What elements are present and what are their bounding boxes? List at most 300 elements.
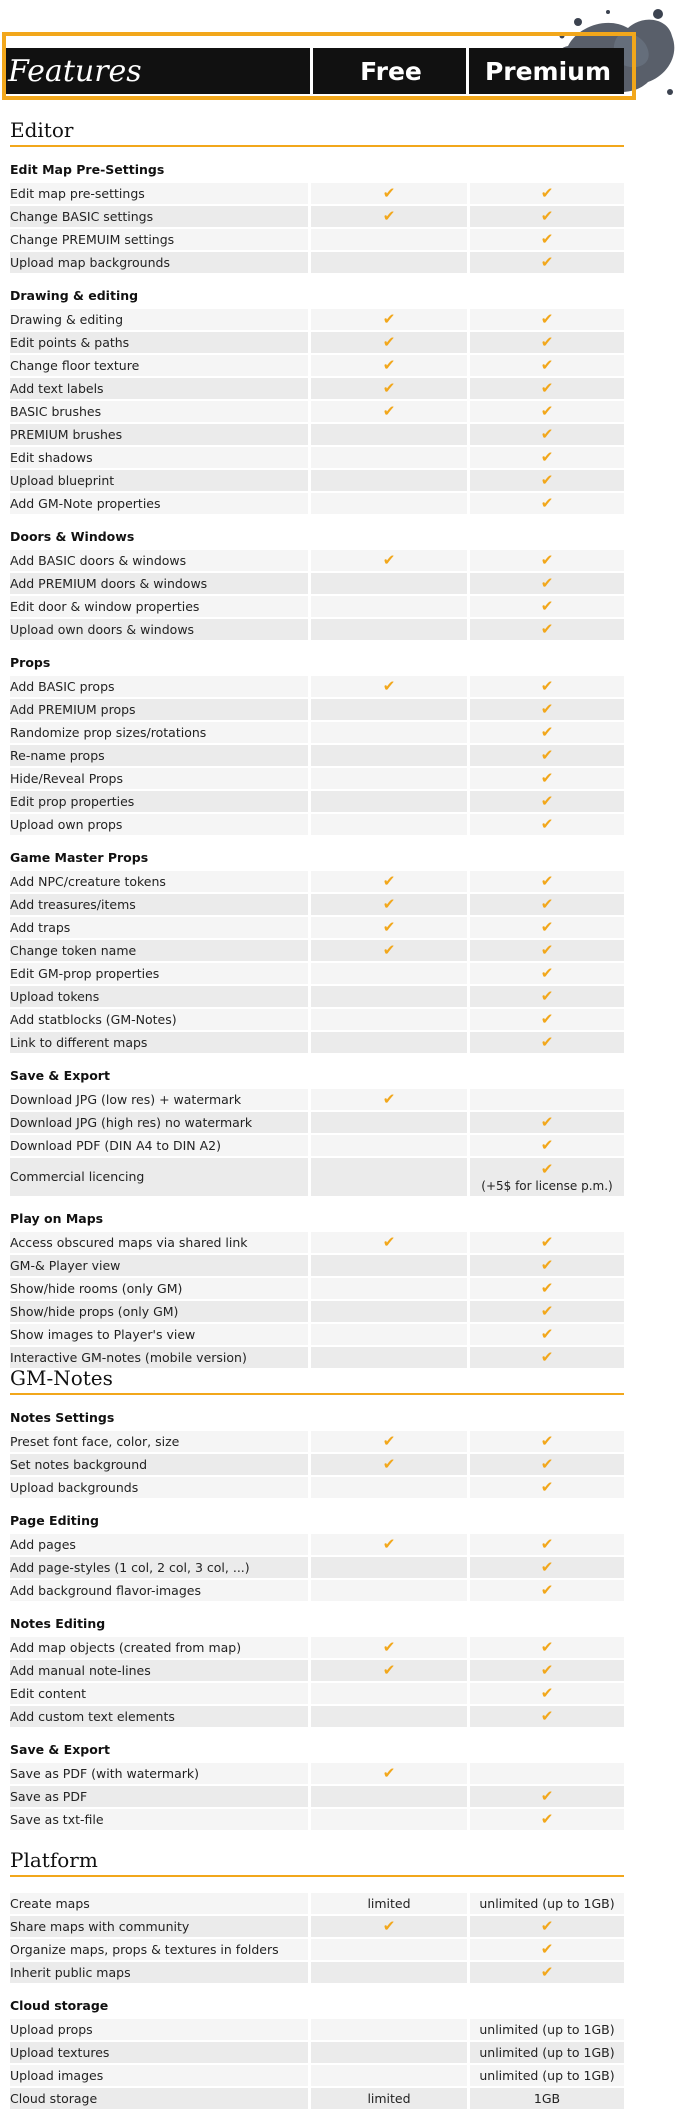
feature-label: Set notes background xyxy=(10,1454,308,1475)
table-row xyxy=(10,1706,624,1727)
free-cell xyxy=(311,1763,467,1784)
checkmark-icon: ✔ xyxy=(382,551,396,569)
table-row xyxy=(10,1324,624,1345)
feature-label: Add custom text elements xyxy=(10,1706,308,1727)
table-row xyxy=(10,722,624,743)
premium-value: unlimited (up to 1GB) xyxy=(479,1896,615,1911)
table-row xyxy=(10,791,624,812)
table-row xyxy=(10,619,624,640)
feature-label: Commercial licencing xyxy=(10,1158,308,1196)
premium-cell xyxy=(470,722,624,743)
checkmark-icon: ✔ xyxy=(540,574,554,592)
premium-cell xyxy=(470,470,624,491)
premium-cell xyxy=(470,1454,624,1475)
feature-label: Upload blueprint xyxy=(10,470,308,491)
premium-cell xyxy=(470,1232,624,1253)
feature-label: Edit content xyxy=(10,1683,308,1704)
free-cell xyxy=(311,309,467,330)
free-cell xyxy=(311,1278,467,1299)
checkmark-icon: ✔ xyxy=(382,918,396,936)
feature-label: Add NPC/creature tokens xyxy=(10,871,308,892)
feature-label: Save as txt-file xyxy=(10,1809,308,1830)
checkmark-icon: ✔ xyxy=(540,964,554,982)
section-gm-notes xyxy=(10,1366,624,1832)
premium-cell xyxy=(470,550,624,571)
feature-label: Add statblocks (GM-Notes) xyxy=(10,1009,308,1030)
feature-label: Edit shadows xyxy=(10,447,308,468)
premium-cell xyxy=(470,424,624,445)
feature-label: Add BASIC doors & windows xyxy=(10,550,308,571)
premium-cell xyxy=(470,1786,624,1807)
checkmark-icon: ✔ xyxy=(540,1535,554,1553)
premium-cell xyxy=(470,1112,624,1133)
section-title: Editor xyxy=(10,118,624,147)
premium-cell xyxy=(470,1089,624,1110)
free-cell xyxy=(311,1032,467,1053)
feature-label: Cloud storage xyxy=(10,2088,308,2109)
checkmark-icon: ✔ xyxy=(540,1010,554,1028)
checkmark-icon: ✔ xyxy=(540,551,554,569)
feature-label: Edit points & paths xyxy=(10,332,308,353)
free-cell xyxy=(311,2065,467,2086)
checkmark-icon: ✔ xyxy=(540,746,554,764)
checkmark-icon: ✔ xyxy=(540,1638,554,1656)
group-title: Drawing & editing xyxy=(10,288,139,303)
free-cell xyxy=(311,550,467,571)
feature-label: Preset font face, color, size xyxy=(10,1431,308,1452)
free-cell xyxy=(311,814,467,835)
feature-label: Upload tokens xyxy=(10,986,308,1007)
table-row xyxy=(10,1032,624,1053)
checkmark-icon: ✔ xyxy=(382,207,396,225)
feature-label: Upload own props xyxy=(10,814,308,835)
checkmark-icon: ✔ xyxy=(540,1707,554,1725)
table-row xyxy=(10,963,624,984)
table-row xyxy=(10,206,624,227)
checkmark-icon: ✔ xyxy=(540,815,554,833)
feature-label: Change PREMUIM settings xyxy=(10,229,308,250)
free-cell xyxy=(311,894,467,915)
free-cell xyxy=(311,699,467,720)
free-cell xyxy=(311,229,467,250)
free-cell xyxy=(311,768,467,789)
premium-cell xyxy=(470,871,624,892)
free-cell xyxy=(311,1135,467,1156)
feature-label: Edit map pre-settings xyxy=(10,183,308,204)
checkmark-icon: ✔ xyxy=(540,1233,554,1251)
feature-label: Add PREMIUM doors & windows xyxy=(10,573,308,594)
table-row xyxy=(10,183,624,204)
table-row xyxy=(10,493,624,514)
feature-label: Edit prop properties xyxy=(10,791,308,812)
premium-cell xyxy=(470,1347,624,1368)
checkmark-icon: ✔ xyxy=(540,494,554,512)
premium-cell xyxy=(470,447,624,468)
feature-label: Organize maps, props & textures in folders xyxy=(10,1939,308,1960)
table-row xyxy=(10,596,624,617)
feature-label: Add pages xyxy=(10,1534,308,1555)
premium-cell xyxy=(470,1962,624,1983)
free-cell xyxy=(311,676,467,697)
checkmark-icon: ✔ xyxy=(540,425,554,443)
feature-label: Upload own doors & windows xyxy=(10,619,308,640)
group-title: Doors & Windows xyxy=(10,529,135,544)
premium-cell xyxy=(470,2088,624,2109)
premium-cell xyxy=(470,1916,624,1937)
checkmark-icon: ✔ xyxy=(540,620,554,638)
group-title: Props xyxy=(10,655,51,670)
table-row xyxy=(10,1255,624,1276)
checkmark-icon: ✔ xyxy=(540,1136,554,1154)
premium-cell xyxy=(470,378,624,399)
table-row xyxy=(10,1089,624,1110)
free-cell xyxy=(311,401,467,422)
feature-label: Upload images xyxy=(10,2065,308,2086)
feature-label: Change BASIC settings xyxy=(10,206,308,227)
checkmark-icon: ✔ xyxy=(382,356,396,374)
table-row xyxy=(10,1278,624,1299)
checkmark-icon: ✔ xyxy=(540,1279,554,1297)
free-cell xyxy=(311,1809,467,1830)
checkmark-icon: ✔ xyxy=(382,1432,396,1450)
premium-cell xyxy=(470,1009,624,1030)
checkmark-icon: ✔ xyxy=(540,1432,554,1450)
table-row xyxy=(10,1809,624,1830)
table-row xyxy=(10,940,624,961)
free-cell xyxy=(311,470,467,491)
free-cell xyxy=(311,2088,467,2109)
table-row xyxy=(10,2088,624,2109)
table-row xyxy=(10,1557,624,1578)
premium-cell xyxy=(470,355,624,376)
checkmark-icon: ✔ xyxy=(382,1455,396,1473)
feature-label: Link to different maps xyxy=(10,1032,308,1053)
premium-value: unlimited (up to 1GB) xyxy=(479,2045,615,2060)
table-row xyxy=(10,424,624,445)
checkmark-icon: ✔ xyxy=(540,677,554,695)
free-cell xyxy=(311,917,467,938)
premium-cell xyxy=(470,986,624,1007)
free-cell xyxy=(311,183,467,204)
premium-cell xyxy=(470,768,624,789)
premium-cell xyxy=(470,791,624,812)
premium-cell xyxy=(470,1477,624,1498)
free-cell xyxy=(311,1893,467,1914)
premium-cell xyxy=(470,596,624,617)
checkmark-icon: ✔ xyxy=(540,1113,554,1131)
table-row xyxy=(10,1786,624,1807)
checkmark-icon: ✔ xyxy=(382,1535,396,1553)
checkmark-icon: ✔ xyxy=(540,872,554,890)
table-row xyxy=(10,573,624,594)
premium-cell xyxy=(470,229,624,250)
checkmark-icon: ✔ xyxy=(382,184,396,202)
checkmark-icon: ✔ xyxy=(382,402,396,420)
premium-cell xyxy=(470,309,624,330)
group-title: Game Master Props xyxy=(10,850,149,865)
feature-label: Add manual note-lines xyxy=(10,1660,308,1681)
free-cell xyxy=(311,596,467,617)
features-header: Features xyxy=(8,53,142,89)
free-cell xyxy=(311,619,467,640)
free-cell xyxy=(311,986,467,1007)
table-row xyxy=(10,894,624,915)
feature-label: Show images to Player's view xyxy=(10,1324,308,1345)
checkmark-icon: ✔ xyxy=(382,310,396,328)
premium-cell xyxy=(470,1809,624,1830)
feature-label: Change token name xyxy=(10,940,308,961)
premium-cell xyxy=(470,963,624,984)
feature-label: Show/hide props (only GM) xyxy=(10,1301,308,1322)
premium-cell xyxy=(470,206,624,227)
table-row xyxy=(10,1454,624,1475)
checkmark-icon: ✔ xyxy=(540,1940,554,1958)
premium-cell xyxy=(470,1301,624,1322)
checkmark-icon: ✔ xyxy=(540,769,554,787)
checkmark-icon: ✔ xyxy=(540,1302,554,1320)
feature-label: Save as PDF (with watermark) xyxy=(10,1763,308,1784)
premium-cell xyxy=(470,917,624,938)
feature-label: Save as PDF xyxy=(10,1786,308,1807)
table-row xyxy=(10,309,624,330)
feature-label: Edit GM-prop properties xyxy=(10,963,308,984)
premium-cell xyxy=(470,814,624,835)
free-cell xyxy=(311,1660,467,1681)
feature-label: Create maps xyxy=(10,1893,308,1914)
group-title: Save & Export xyxy=(10,1742,110,1757)
feature-label: Add PREMIUM props xyxy=(10,699,308,720)
section-title: GM-Notes xyxy=(10,1366,624,1395)
table-row xyxy=(10,229,624,250)
group-title: Play on Maps xyxy=(10,1211,104,1226)
table-row xyxy=(10,1660,624,1681)
feature-label: Add map objects (created from map) xyxy=(10,1637,308,1658)
premium-cell xyxy=(470,1135,624,1156)
free-cell xyxy=(311,963,467,984)
feature-label: PREMIUM brushes xyxy=(10,424,308,445)
free-cell xyxy=(311,871,467,892)
free-cell xyxy=(311,722,467,743)
free-cell xyxy=(311,1786,467,1807)
table-row xyxy=(10,1135,624,1156)
free-cell xyxy=(311,493,467,514)
checkmark-icon: ✔ xyxy=(540,1684,554,1702)
premium-cell xyxy=(470,1580,624,1601)
free-cell xyxy=(311,940,467,961)
checkmark-icon: ✔ xyxy=(382,677,396,695)
checkmark-icon: ✔ xyxy=(540,1325,554,1343)
free-cell xyxy=(311,1477,467,1498)
table-row xyxy=(10,1347,624,1368)
section-platform xyxy=(10,1848,624,2111)
checkmark-icon: ✔ xyxy=(540,184,554,202)
checkmark-icon: ✔ xyxy=(540,379,554,397)
checkmark-icon: ✔ xyxy=(540,356,554,374)
table-row xyxy=(10,814,624,835)
feature-label: Add traps xyxy=(10,917,308,938)
checkmark-icon: ✔ xyxy=(540,1160,554,1178)
feature-label: Upload map backgrounds xyxy=(10,252,308,273)
checkmark-icon: ✔ xyxy=(540,918,554,936)
free-cell xyxy=(311,1454,467,1475)
table-row xyxy=(10,1683,624,1704)
feature-label: BASIC brushes xyxy=(10,401,308,422)
premium-value: 1GB xyxy=(533,2091,561,2106)
feature-label: Download JPG (high res) no watermark xyxy=(10,1112,308,1133)
feature-label: GM-& Player view xyxy=(10,1255,308,1276)
feature-label: Change floor texture xyxy=(10,355,308,376)
free-cell xyxy=(311,447,467,468)
table-row xyxy=(10,1637,624,1658)
free-value: limited xyxy=(367,1896,411,1911)
premium-cell xyxy=(470,1158,624,1196)
free-column-header: Free xyxy=(310,48,469,94)
feature-label: Hide/Reveal Props xyxy=(10,768,308,789)
group-title: Notes Editing xyxy=(10,1616,106,1631)
feature-label: Drawing & editing xyxy=(10,309,308,330)
premium-cell xyxy=(470,1660,624,1681)
premium-cell xyxy=(470,1557,624,1578)
premium-cell xyxy=(470,1763,624,1784)
checkmark-icon: ✔ xyxy=(540,471,554,489)
table-row xyxy=(10,745,624,766)
checkmark-icon: ✔ xyxy=(540,1581,554,1599)
premium-cell xyxy=(470,676,624,697)
table-row xyxy=(10,401,624,422)
table-row xyxy=(10,1893,624,1914)
feature-label: Upload textures xyxy=(10,2042,308,2063)
feature-label: Interactive GM-notes (mobile version) xyxy=(10,1347,308,1368)
premium-cell xyxy=(470,1032,624,1053)
table-row xyxy=(10,550,624,571)
feature-label: Add BASIC props xyxy=(10,676,308,697)
checkmark-icon: ✔ xyxy=(382,1090,396,1108)
premium-cell xyxy=(470,1939,624,1960)
table-row xyxy=(10,1009,624,1030)
checkmark-icon: ✔ xyxy=(382,1661,396,1679)
free-cell xyxy=(311,1431,467,1452)
table-row xyxy=(10,378,624,399)
table-row xyxy=(10,1158,624,1196)
table-row xyxy=(10,699,624,720)
feature-label: Inherit public maps xyxy=(10,1962,308,1983)
feature-label: Add background flavor-images xyxy=(10,1580,308,1601)
free-cell xyxy=(311,2019,467,2040)
checkmark-icon: ✔ xyxy=(540,1478,554,1496)
feature-label: Add text labels xyxy=(10,378,308,399)
premium-cell xyxy=(470,493,624,514)
checkmark-icon: ✔ xyxy=(540,253,554,271)
free-cell xyxy=(311,573,467,594)
free-cell xyxy=(311,355,467,376)
checkmark-icon: ✔ xyxy=(382,1917,396,1935)
checkmark-icon: ✔ xyxy=(382,1233,396,1251)
premium-cell xyxy=(470,573,624,594)
premium-cell xyxy=(470,1324,624,1345)
free-cell xyxy=(311,745,467,766)
premium-cell xyxy=(470,2042,624,2063)
table-row xyxy=(10,986,624,1007)
feature-label: Download JPG (low res) + watermark xyxy=(10,1089,308,1110)
premium-cell xyxy=(470,2019,624,2040)
premium-column-header: Premium xyxy=(466,48,627,94)
free-cell xyxy=(311,1009,467,1030)
group-title: Page Editing xyxy=(10,1513,99,1528)
checkmark-icon: ✔ xyxy=(382,1764,396,1782)
checkmark-icon: ✔ xyxy=(540,1455,554,1473)
feature-label: Add page-styles (1 col, 2 col, 3 col, ...) xyxy=(10,1557,308,1578)
free-cell xyxy=(311,1158,467,1196)
free-cell xyxy=(311,1301,467,1322)
premium-value: unlimited (up to 1GB) xyxy=(479,2068,615,2083)
checkmark-icon: ✔ xyxy=(540,333,554,351)
table-row xyxy=(10,1431,624,1452)
group-title: Notes Settings xyxy=(10,1410,115,1425)
premium-cell xyxy=(470,745,624,766)
checkmark-icon: ✔ xyxy=(382,941,396,959)
premium-cell xyxy=(470,2065,624,2086)
free-cell xyxy=(311,1557,467,1578)
table-row xyxy=(10,332,624,353)
table-row xyxy=(10,355,624,376)
premium-cell xyxy=(470,1431,624,1452)
table-row xyxy=(10,2042,624,2063)
free-cell xyxy=(311,1580,467,1601)
table-row xyxy=(10,2019,624,2040)
table-row xyxy=(10,768,624,789)
checkmark-icon: ✔ xyxy=(540,1963,554,1981)
feature-label: Show/hide rooms (only GM) xyxy=(10,1278,308,1299)
premium-cell xyxy=(470,894,624,915)
free-cell xyxy=(311,1232,467,1253)
free-cell xyxy=(311,206,467,227)
free-cell xyxy=(311,424,467,445)
feature-label: Edit door & window properties xyxy=(10,596,308,617)
free-cell xyxy=(311,1255,467,1276)
free-cell xyxy=(311,1962,467,1983)
table-row xyxy=(10,252,624,273)
table-row xyxy=(10,1232,624,1253)
feature-label: Randomize prop sizes/rotations xyxy=(10,722,308,743)
checkmark-icon: ✔ xyxy=(540,1348,554,1366)
checkmark-icon: ✔ xyxy=(540,1033,554,1051)
free-cell xyxy=(311,1324,467,1345)
checkmark-icon: ✔ xyxy=(540,723,554,741)
checkmark-icon: ✔ xyxy=(540,941,554,959)
checkmark-icon: ✔ xyxy=(540,597,554,615)
group-title: Save & Export xyxy=(10,1068,110,1083)
checkmark-icon: ✔ xyxy=(382,379,396,397)
checkmark-icon: ✔ xyxy=(540,1256,554,1274)
feature-label: Upload backgrounds xyxy=(10,1477,308,1498)
premium-cell xyxy=(470,1534,624,1555)
premium-cell xyxy=(470,619,624,640)
section-title: Platform xyxy=(10,1848,624,1877)
feature-label: Re-name props xyxy=(10,745,308,766)
free-cell xyxy=(311,252,467,273)
free-cell xyxy=(311,1112,467,1133)
checkmark-icon: ✔ xyxy=(540,207,554,225)
checkmark-icon: ✔ xyxy=(540,448,554,466)
feature-label: Add GM-Note properties xyxy=(10,493,308,514)
checkmark-icon: ✔ xyxy=(540,987,554,1005)
checkmark-icon: ✔ xyxy=(540,310,554,328)
table-row xyxy=(10,2065,624,2086)
premium-cell xyxy=(470,252,624,273)
premium-cell xyxy=(470,1706,624,1727)
checkmark-icon: ✔ xyxy=(540,230,554,248)
premium-cell xyxy=(470,1255,624,1276)
